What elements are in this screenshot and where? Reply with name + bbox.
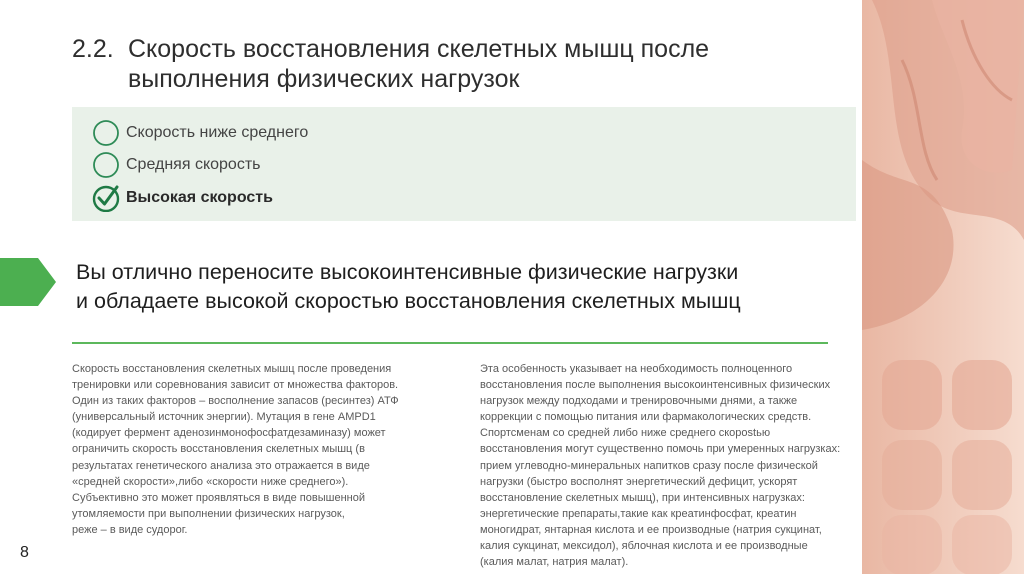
muscle-anatomy-image (862, 0, 1024, 574)
option-label: Высокая скорость (126, 189, 273, 206)
section-number: 2.2. (72, 35, 114, 63)
page-title (72, 34, 852, 94)
option-label: Средняя скорость (126, 156, 261, 173)
description-right: Эта особенность указывает на необходимость полноценного восстановления после выполнения высокоинтенсивных физических нагрузок между подходами и тренировочными днями, а также коррекции с помощью питания или фармакологических средств. Спортсменам со средней либо ниже среднего скорostью восстановления могут существенно помочь при умеренных нагрузках: прием углеводно-минеральных напитков сразу после физической нагрузки (быстро восполнят энергетический дефицит, ускорят восстановление скелетных мышц), при интенсивных нагрузках: энергетические препараты,такие как креатинфосфат, креатин моногидрат, янтарная кислота и ее производные (натрия сукцинат, калия сукцинат, мексидол), яблочная кислота и ее производные (калия малат, натрия малат). (480, 363, 841, 569)
section-divider (72, 342, 828, 344)
description-left: Скорость восстановления скелетных мышц после проведения тренировки или соревнования зависит от множества факторов. Один из таких факторов – восполнение запасов (ресинтез) АТФ (универсальный источник энергии). Мутация в гене AMPD1 (кодирует фермент аденозинмонофосфатдезаминазу) может ограничить скорость восстановления скелетных мышц (в результатах генетического анализа это отражается в виде «средней скорости»,либо «скорости ниже среднего»). Субъективно это может проявляться в виде повышенной утомляемости при выполнении физических нагрузок, реже – в виде судорог. (72, 363, 399, 536)
recovery-speed-options (72, 107, 856, 221)
page-number: 8 (20, 544, 29, 561)
title-line-1: Скорость восстановления скелетных мышц после (128, 35, 710, 63)
circle-icon (92, 151, 120, 179)
circle-icon (92, 119, 120, 147)
chevron-arrow-icon (0, 258, 56, 306)
circle-check-icon (92, 184, 120, 212)
option-label: Скорость ниже среднего (126, 124, 309, 141)
result-statement (76, 258, 856, 316)
option-high (92, 183, 273, 213)
option-average (92, 150, 260, 180)
result-line-2: и обладаете высокой скоростью восстановления скелетных мышц (76, 289, 741, 313)
option-below-average (92, 118, 308, 148)
result-line-1: Вы отлично переносите высокоинтенсивные физические нагрузки (76, 260, 739, 284)
title-line-2: выполнения физических нагрузок (128, 65, 520, 93)
